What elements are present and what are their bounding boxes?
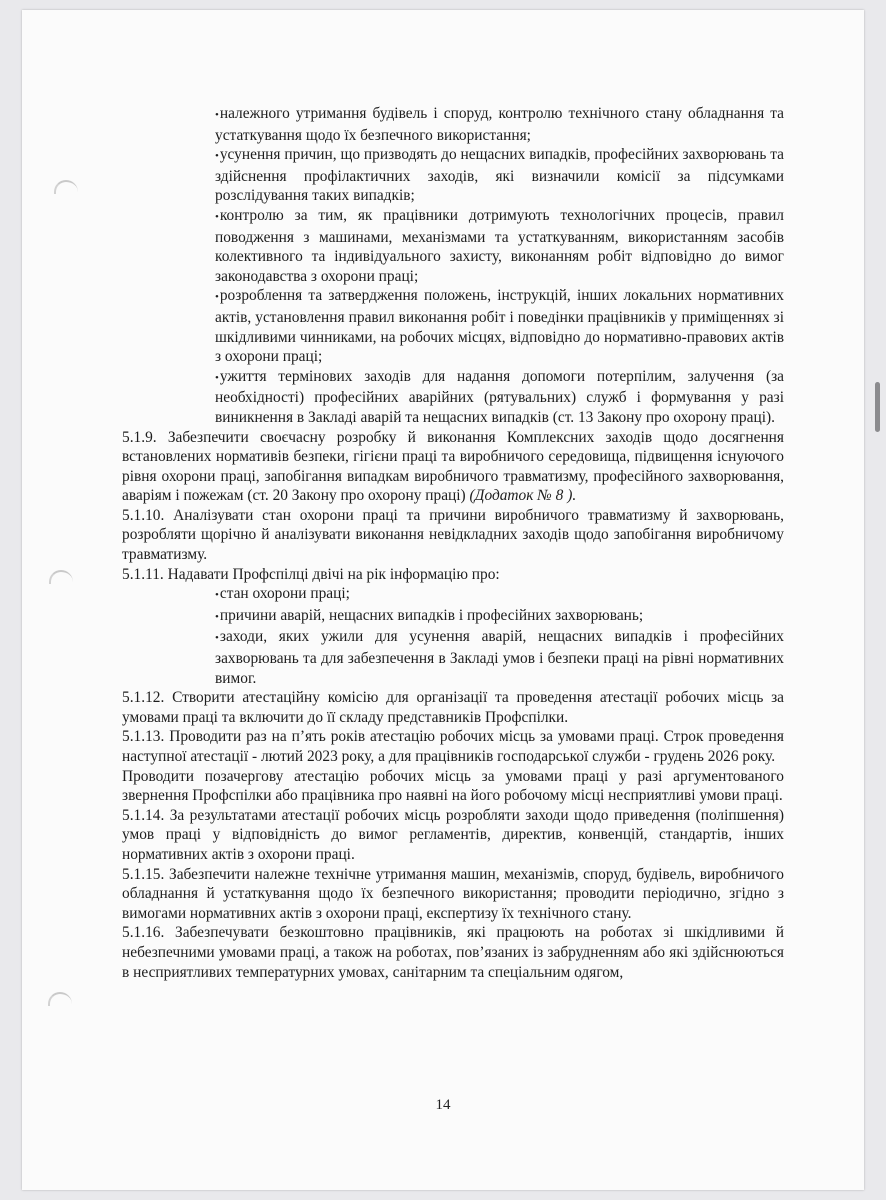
bullet-item: • заходи, яких ужили для усунення аварій, нещасних випадків і професійних захворювань та для забезпечення в Закладі умов і безпеки праці на рівні нормативних вимог. xyxy=(215,627,784,688)
paragraph-5-1-16: 5.1.16. Забезпечувати безкоштовно працівників, які працюють на роботах зі шкідливими й небезпечними умовами праці, а також на роботах, пов’язаних із забрудненням або які здійснюються в несприятливих температурних умовах, санітарним та спеціальним одягом, xyxy=(122,924,784,981)
paragraph-5-1-15: 5.1.15. Забезпечити належне технічне утримання машин, механізмів, споруд, будівель, виробничого обладнання й устаткування щодо їх безпечного використання; проводити періодично, згідно з вимогами нормативних актів з охорони праці, експертизу їх технічного стану. xyxy=(122,865,784,922)
bullet-item: • розроблення та затвердження положень, інструкцій, інших локальних нормативних актів, установлення правил виконання робіт і поведінки працівників у приміщеннях зі шкідливими чинниками, на робочих місцях, відповідно до нормативно-правових актів з охорони праці; xyxy=(215,286,784,366)
appendix-reference: (Додаток № 8 ). xyxy=(469,487,577,505)
paragraph-5-1-10: 5.1.10. Аналізувати стан охорони праці та причини виробничого травматизму й захворювань, розробляти щорічно й аналізувати виконання невідкладних заходів щодо запобігання виробничому травматизму. xyxy=(122,506,784,564)
paragraph-5-1-12: 5.1.12. Створити атестаційну комісію для організації та проведення атестації робочих місць за умовами праці та включити до її складу представників Профспілки. xyxy=(122,689,784,726)
bullet-item: • причини аварій, нещасних випадків і професійних захворювань; xyxy=(215,606,784,628)
bullet-item: • ужиття термінових заходів для надання допомоги потерпілим, залучення (за необхідності) професійних аварійних (рятувальних) служб і формування у разі виникнення в Закладі аварій та нещасних випадків (ст. 13 Закону про охорону праці). xyxy=(215,367,784,428)
paragraph-5-1-14: 5.1.14. За результатами атестації робочих місць розробляти заходи щодо приведення (поліпшення) умов праці у відповідність до вимог регламентів, директив, конвенцій, стандартів, інших нормативних актів з охорони праці. xyxy=(122,806,784,863)
paragraph-5-1-11: 5.1.11. Надавати Профспілці двічі на рік інформацію про: xyxy=(122,565,500,583)
paragraph-text: 5.1.9. Забезпечити своєчасну розробку й виконання Комплексних заходів щодо досягнення встановлених нормативів безпеки, гігієни праці та виробничого середовища, підвищення існуючого рівня охорони праці, запобігання випадкам виробничого травматизму, професійного захворювання, аваріям і пожежам (ст. 20 Закону про охорону праці) xyxy=(122,428,784,505)
document-text xyxy=(122,104,784,982)
scrollbar-thumb[interactable] xyxy=(875,382,880,432)
bullet-item: • контролю за тим, як працівники дотримують технологічних процесів, правил поводження з машинами, механізмами та устаткуванням, використанням засобів колективного та індивідуального захисту, виконанням робіт відповідно до вимог законодавства з охорони праці; xyxy=(215,206,784,286)
bullet-item: • належного утримання будівель і споруд, контролю технічного стану обладнання та устаткування щодо їх безпечного використання; xyxy=(215,104,784,145)
paragraph-5-1-13: 5.1.13. Проводити раз на п’ять років атестацію робочих місць за умовами праці. Строк проведення наступної атестації - лютий 2023 року, а для працівників господарської служби - грудень 2026 року. xyxy=(122,728,784,765)
bullet-item: • усунення причин, що призводять до нещасних випадків, професійних захворювань та здійснення профілактичних заходів, які визначили комісії за підсумками розслідування таких випадків; xyxy=(215,145,784,206)
paragraph-5-1-13-extra: Проводити позачергову атестацію робочих місць за умовами праці у разі аргументованого звернення Профспілки або працівника про наявні на його робочому місці несприятливі умови праці. xyxy=(122,767,784,805)
bullet-item: • стан охорони праці; xyxy=(215,584,784,606)
page-number: 14 xyxy=(435,1097,451,1113)
paragraph-5-1-9 xyxy=(122,428,784,506)
